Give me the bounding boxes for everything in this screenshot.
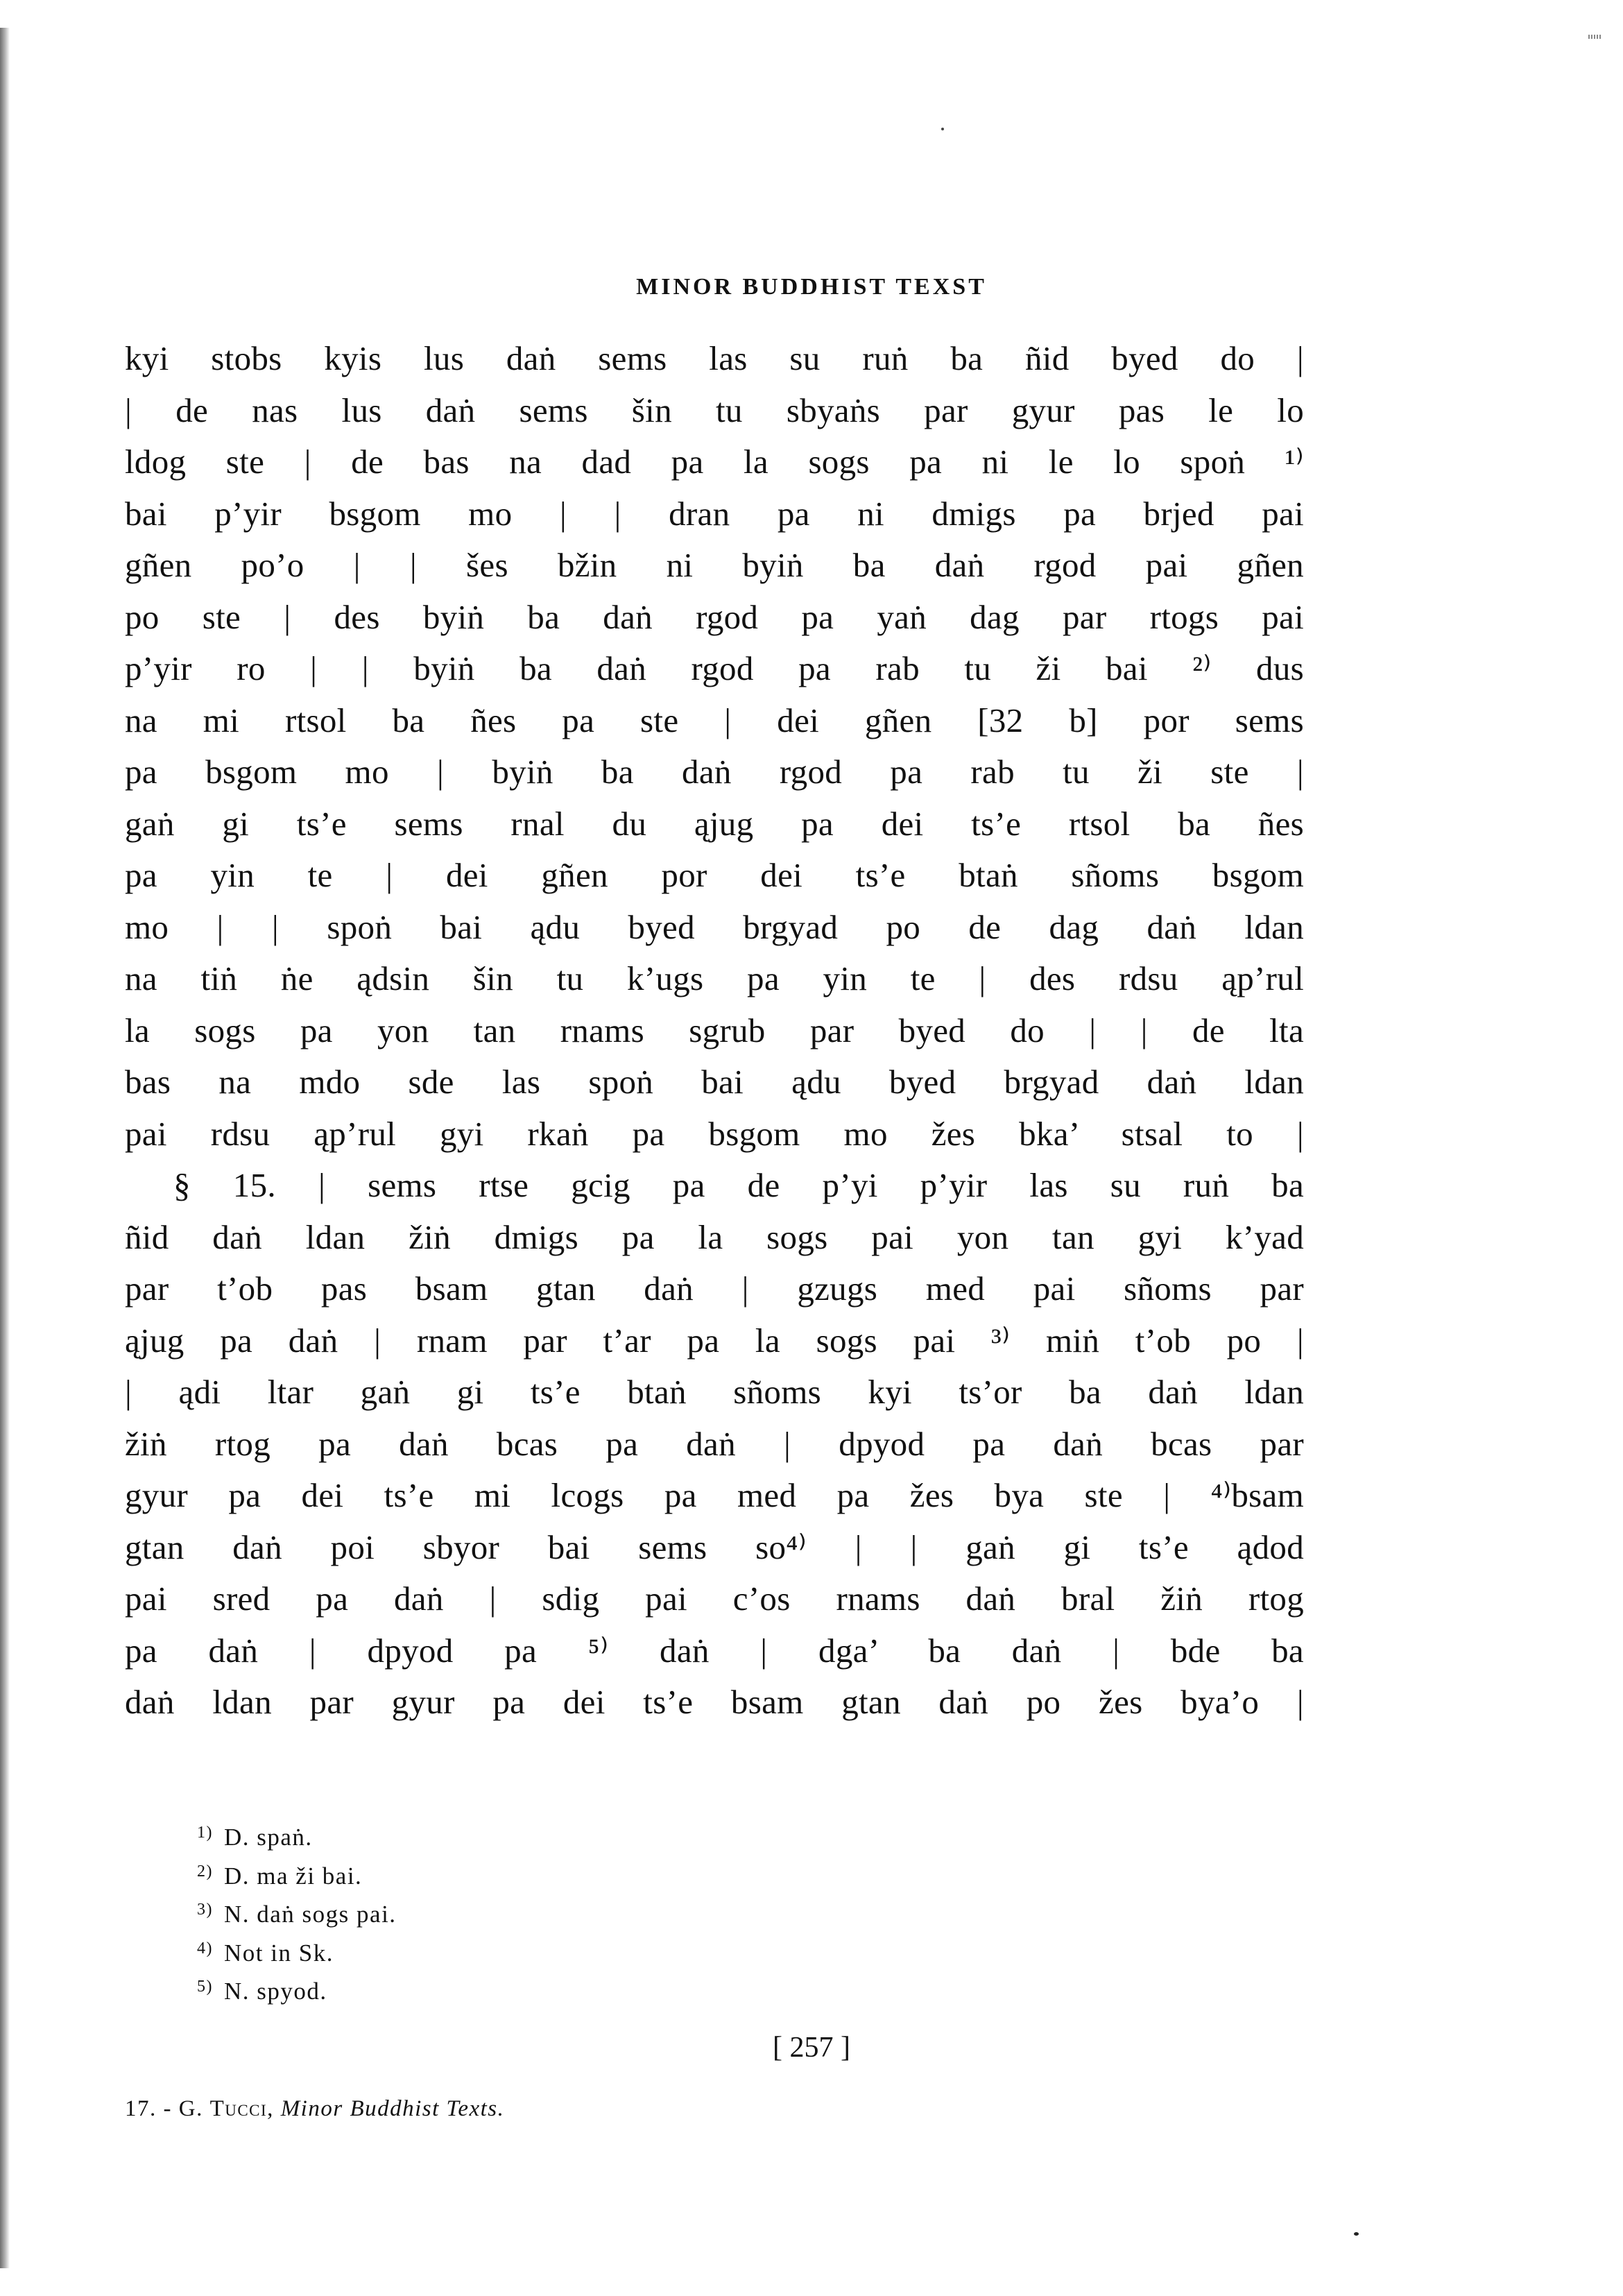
body-line: ñid daṅ ldan žiṅ dmigs pa la sogs pai yon tan gyi k’yad [125,1217,1304,1256]
footnote [197,1891,397,1930]
body-line: na tiṅ ṅe ądsin šin tu k’ugs pa yin te | des rdsu ąp’rul [125,959,1304,997]
footnote-text: Not in Sk. [224,1939,334,1967]
body-line: pai sred pa daṅ | sdig pai c’os rnams daṅ bral žiṅ rtog [125,1579,1304,1618]
body-line: p’yir ro | | byiṅ ba daṅ rgod pa rab tu ži bai ²⁾ dus [125,649,1304,687]
print-speck [1588,35,1601,39]
body-line: gyur pa dei ts’e mi lcogs pa med pa žes bya ste | ⁴⁾bsam [125,1476,1304,1514]
body-line: na mi rtsol ba ñes pa ste | dei gñen [32 b] por sems [125,701,1304,739]
page-number: [ 257 ] [773,2032,850,2064]
footnote-text: N. daṅ sogs pai. [224,1901,397,1928]
footnotes [197,1814,397,2007]
body-line: kyi stobs kyis lus daṅ sems las su ruṅ ba ñid byed do | [125,339,1304,377]
print-speck [941,128,944,130]
body-line: | de nas lus daṅ sems šin tu sbyaṅs par gyur pas le lo [125,391,1304,429]
running-head: MINOR BUDDHIST TEXST [636,274,987,300]
signature-prefix: 17. - G. [125,2096,210,2121]
footnote-text: D. ma ži bai. [224,1862,363,1890]
body-line: | ądi ltar gaṅ gi ts’e btaṅ sñoms kyi ts’or ba daṅ ldan [125,1373,1304,1411]
body-line: pa daṅ | dpyod pa ⁵⁾ daṅ | dga’ ba daṅ | bde ba [125,1631,1304,1670]
signature-author: Tucci, [209,2096,274,2121]
body-line: la sogs pa yon tan rnams sgrub par byed do | | de lta [125,1011,1304,1050]
footnote [197,1930,397,1969]
page-binding-shadow [0,28,10,2268]
body-line: žiṅ rtog pa daṅ bcas pa daṅ | dpyod pa daṅ bcas par [125,1424,1304,1463]
body-line: gñen po’o | | šes bžin ni byiṅ ba daṅ rgod pai gñen [125,546,1304,584]
body-line: pa bsgom mo | byiṅ ba daṅ rgod pa rab tu ži ste | [125,753,1304,791]
body-line: po ste | des byiṅ ba daṅ rgod pa yaṅ dag par rtogs pai [125,597,1304,636]
print-speck [1354,2232,1359,2236]
body-line: ldog ste | de bas na dad pa la sogs pa ni le lo spoṅ ¹⁾ [125,443,1304,481]
footnote-text: D. spaṅ. [224,1824,313,1851]
footnote [197,1814,397,1853]
footnote [197,1968,397,2007]
section-15-line: § 15. | sems rtse gcig pa de p’yi p’yir las su ruṅ ba [173,1166,1304,1204]
body-line: mo | | spoṅ bai ądu byed brgyad po de dag daṅ ldan [125,907,1304,946]
footnote-marker: 1) [197,1824,213,1842]
body-line: ąjug pa daṅ | rnam par t’ar pa la sogs pai ³⁾ miṅ t’ob po | [125,1321,1304,1360]
footnote-marker: 3) [197,1901,213,1919]
footnote-marker: 5) [197,1978,213,1996]
body-line: gaṅ gi ts’e sems rnal du ąjug pa dei ts’e rtsol ba ñes [125,804,1304,843]
body-line: daṅ ldan par gyur pa dei ts’e bsam gtan daṅ po žes bya’o | [125,1683,1304,1721]
footnote [197,1853,397,1892]
footnote-marker: 4) [197,1939,213,1957]
body-line: bai p’yir bsgom mo | | dran pa ni dmigs pa brjed pai [125,494,1304,533]
body-line: pai rdsu ąp’rul gyi rkaṅ pa bsgom mo žes bka’ stsal to | [125,1114,1304,1153]
body-line: par t’ob pas bsam gtan daṅ | gzugs med pai sñoms par [125,1269,1304,1308]
printer-signature [125,2096,504,2122]
body-line: pa yin te | dei gñen por dei ts’e btaṅ sñoms bsgom [125,856,1304,894]
body-line: gtan daṅ poi sbyor bai sems so⁴⁾ | | gaṅ gi ts’e ądod [125,1527,1304,1566]
signature-title: Minor Buddhist Texts. [280,2096,505,2121]
body-line: bas na mdo sde las spoṅ bai ądu byed brgyad daṅ ldan [125,1063,1304,1101]
main-text-body [125,333,1304,1729]
footnote-marker: 2) [197,1862,213,1881]
footnote-text: N. spyod. [224,1978,327,2005]
